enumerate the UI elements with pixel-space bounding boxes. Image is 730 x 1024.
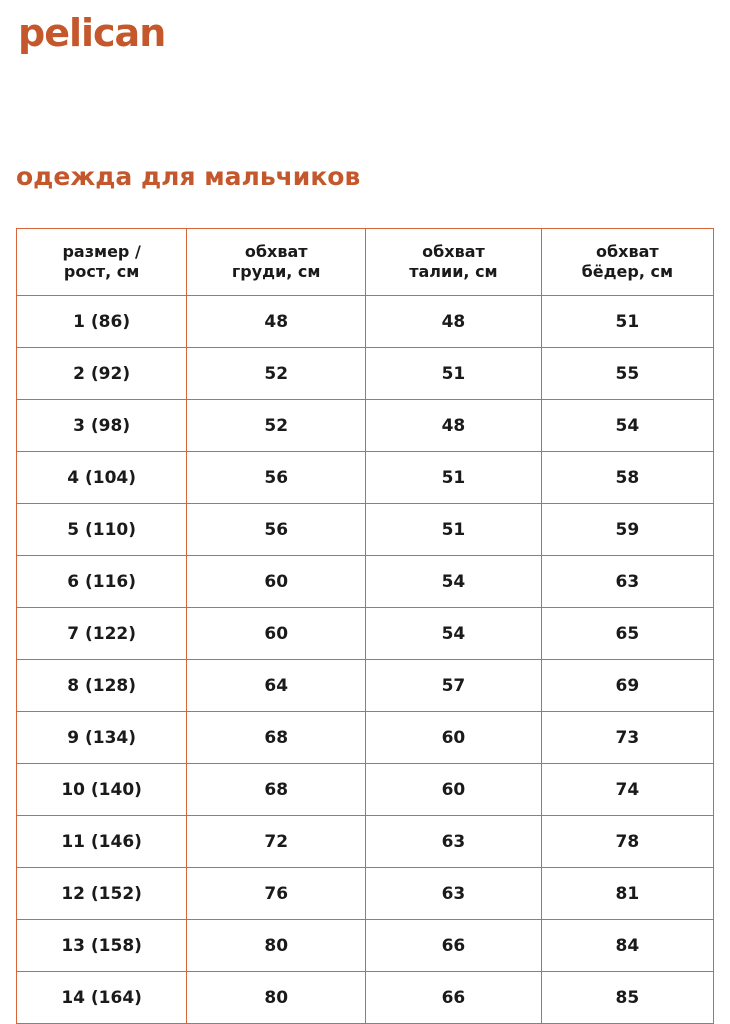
cell-size: 6 (116) (17, 556, 187, 608)
table-row (17, 556, 714, 608)
column-header-waist-line1: обхват (422, 242, 485, 262)
table-row (17, 920, 714, 972)
column-header-size-line2: рост, см (63, 262, 140, 281)
cell-waist: 66 (366, 972, 542, 1024)
table-row (17, 348, 714, 400)
cell-hips: 51 (541, 296, 713, 348)
column-header-waist-line2: талии, см (409, 262, 498, 281)
table-body (17, 296, 714, 1024)
cell-waist: 51 (366, 348, 542, 400)
cell-hips: 73 (541, 712, 713, 764)
cell-chest: 52 (187, 400, 366, 452)
cell-size: 3 (98) (17, 400, 187, 452)
column-header-waist (366, 229, 542, 296)
table-row (17, 400, 714, 452)
cell-hips: 81 (541, 868, 713, 920)
cell-waist: 66 (366, 920, 542, 972)
cell-chest: 80 (187, 920, 366, 972)
column-header-hips-line2: бёдер, см (581, 262, 674, 281)
table-row (17, 712, 714, 764)
column-header-chest-line2: груди, см (231, 262, 321, 281)
cell-hips: 55 (541, 348, 713, 400)
cell-chest: 52 (187, 348, 366, 400)
brand-logo: pelican (18, 11, 166, 55)
cell-size: 11 (146) (17, 816, 187, 868)
cell-chest: 68 (187, 764, 366, 816)
cell-hips: 69 (541, 660, 713, 712)
cell-chest: 68 (187, 712, 366, 764)
cell-hips: 54 (541, 400, 713, 452)
cell-waist: 60 (366, 764, 542, 816)
cell-hips: 58 (541, 452, 713, 504)
cell-size: 12 (152) (17, 868, 187, 920)
column-header-chest-line1: обхват (244, 242, 308, 262)
cell-hips: 84 (541, 920, 713, 972)
table-row (17, 452, 714, 504)
cell-waist: 51 (366, 504, 542, 556)
cell-chest: 76 (187, 868, 366, 920)
table-row (17, 608, 714, 660)
cell-chest: 64 (187, 660, 366, 712)
cell-hips: 85 (541, 972, 713, 1024)
table-row (17, 660, 714, 712)
cell-waist: 63 (366, 816, 542, 868)
table-row (17, 504, 714, 556)
cell-chest: 80 (187, 972, 366, 1024)
cell-chest: 60 (187, 556, 366, 608)
cell-waist: 54 (366, 608, 542, 660)
table-row (17, 764, 714, 816)
size-table (16, 228, 714, 1024)
cell-waist: 63 (366, 868, 542, 920)
table-header-row (17, 229, 714, 296)
cell-hips: 65 (541, 608, 713, 660)
table-row (17, 868, 714, 920)
column-header-hips-line1: обхват (596, 242, 659, 262)
cell-size: 2 (92) (17, 348, 187, 400)
cell-waist: 48 (366, 400, 542, 452)
column-header-size-line1: размер / (62, 242, 141, 262)
cell-size: 5 (110) (17, 504, 187, 556)
cell-chest: 48 (187, 296, 366, 348)
table-row (17, 816, 714, 868)
cell-chest: 60 (187, 608, 366, 660)
table-row (17, 972, 714, 1024)
cell-waist: 54 (366, 556, 542, 608)
cell-chest: 72 (187, 816, 366, 868)
cell-size: 9 (134) (17, 712, 187, 764)
cell-hips: 59 (541, 504, 713, 556)
cell-size: 1 (86) (17, 296, 187, 348)
cell-waist: 51 (366, 452, 542, 504)
column-header-chest (187, 229, 366, 296)
cell-size: 13 (158) (17, 920, 187, 972)
cell-hips: 78 (541, 816, 713, 868)
column-header-hips (541, 229, 713, 296)
cell-hips: 74 (541, 764, 713, 816)
cell-size: 10 (140) (17, 764, 187, 816)
table-header (17, 229, 714, 296)
table-row (17, 296, 714, 348)
cell-size: 8 (128) (17, 660, 187, 712)
cell-size: 14 (164) (17, 972, 187, 1024)
cell-waist: 57 (366, 660, 542, 712)
cell-chest: 56 (187, 504, 366, 556)
cell-waist: 48 (366, 296, 542, 348)
column-header-size (17, 229, 187, 296)
cell-chest: 56 (187, 452, 366, 504)
cell-size: 7 (122) (17, 608, 187, 660)
cell-hips: 63 (541, 556, 713, 608)
cell-waist: 60 (366, 712, 542, 764)
page-title: одежда для мальчиков (16, 162, 361, 191)
cell-size: 4 (104) (17, 452, 187, 504)
